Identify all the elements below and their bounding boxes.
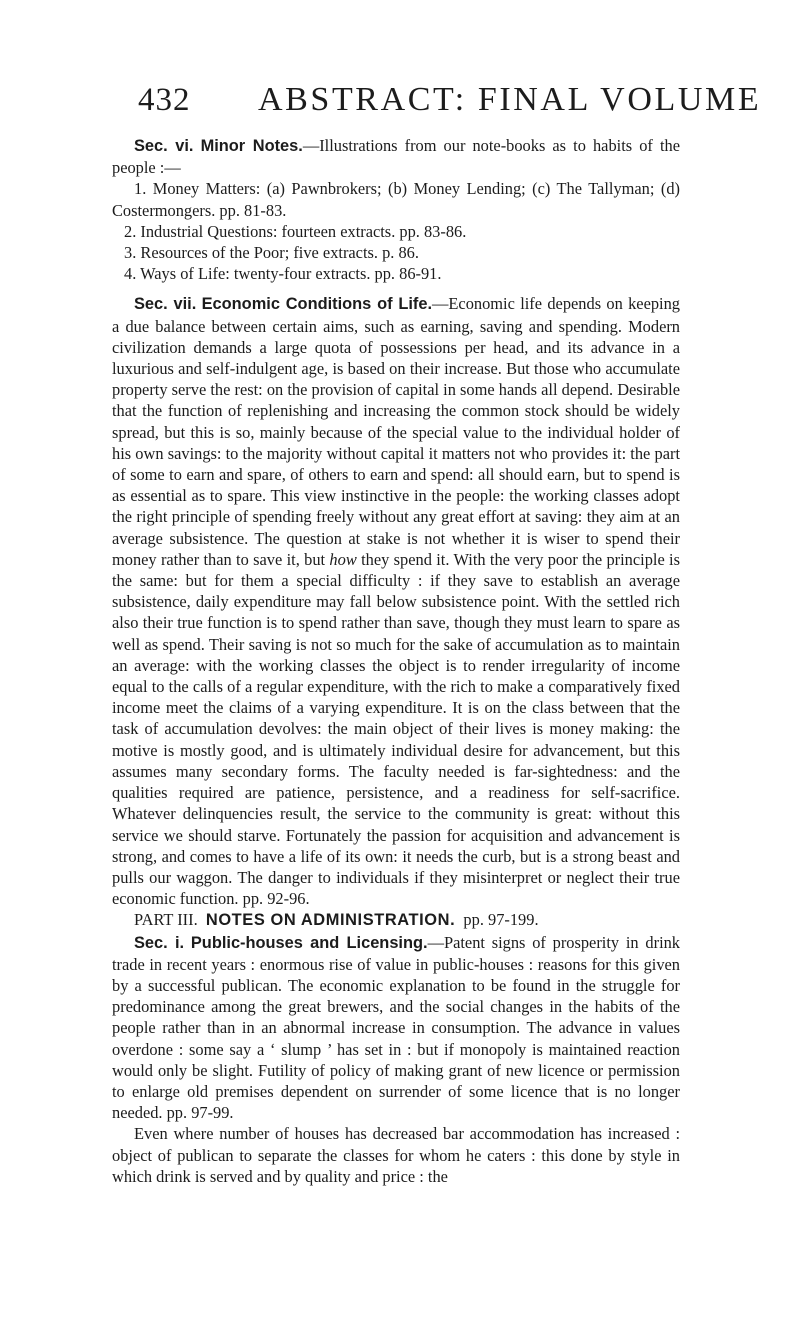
section-vi-label: Sec. vi.	[134, 137, 194, 155]
section-i-paragraph	[112, 932, 680, 1124]
section-i-title: Public-houses and Licensing.	[190, 933, 428, 952]
part-iii-label: PART III.	[134, 910, 198, 930]
section-vii-label: Sec. vii.	[134, 295, 197, 314]
list-item: 1. Money Matters: (a) Pawnbrokers; (b) Money Lending; (c) The Tallyman; (d) Costermongers. pp. 81-83.	[112, 179, 680, 220]
section-vi-intro-text: —Illustrations from our note-books as to habits of the people :—	[112, 136, 680, 178]
section-vi-title: Minor Notes.	[200, 137, 303, 155]
section-vii-text-2: they spend it. With the very poor the principle is the same: but for them a special difficulty : if they save to establish an average subsistence, daily expenditure may fall below subsistence point. With the settled rich also their true function is to spend rather than save, though they must learn to spare as well as spend. Their saving is not so much for the sake of accumulation as to maintain an average: with the working classes the object is to render irregularity of income equal to the calls of a regular expenditure, with the rich to make a comparatively fixed income meet the claims of a varying expenditure. It is on the class between that the task of accumulation devolves: the main object of their lives is money making: the motive is mostly good, and is ultimately individual desire for advancement, but this assumes many secondary forms. The faculty needed is far-sightedness: and the qualities required are patience, persistence, and a readiness for self-sacrifice. Whatever delinquencies result, the service to the community is great: without this service we should starve. Fortunately the passion for acquisition and advancement is strong, and comes to have a life of its own: it needs the curb, but is a strong beast and pulls our waggon. The danger to individuals if they misinterpret or neglect their true economic function. pp. 92-96.	[112, 549, 680, 909]
part-iii-pages: pp. 97-199.	[463, 910, 539, 930]
section-vii-title: Economic Conditions of Life.	[201, 295, 433, 314]
list-item: 3. Resources of the Poor; five extracts. p. 86.	[124, 243, 419, 263]
part-iii-title: NOTES ON ADMINISTRATION.	[205, 911, 456, 930]
part-iii-heading	[112, 909, 680, 931]
section-vi-intro	[112, 135, 680, 178]
section-vi-list	[112, 178, 680, 284]
page-header	[0, 78, 800, 122]
section-i-paragraph-2: Even where number of houses has decreased bar accommodation has increased : object of publican to separate the classes for whom he caters : this done by style in which drink is served and by quality and price : the	[112, 1124, 680, 1186]
list-item: 2. Industrial Questions: fourteen extracts. pp. 83-86.	[124, 221, 467, 241]
running-head: ABSTRACT: FINAL VOLUME	[258, 81, 762, 118]
page-number: 432	[138, 82, 191, 118]
list-item: 4. Ways of Life: twenty-four extracts. pp. 86-91.	[124, 264, 442, 284]
section-vii-paragraph	[112, 293, 680, 909]
section-vii-italic-word: how	[329, 549, 357, 569]
section-i-label: Sec. i.	[134, 933, 185, 952]
section-vii-text-1: —Economic life depends on keeping a due balance between certain aims, such as earning, saving and spending. Modern civilization demands a large quota of possessions per head, and its advance in a luxurious and self-indulgent age, is based on their increase. But those who accumulate property serve the rest: on the provision of capital in some hands all depend. Desirable that the function of replenishing and increasing the common stock should be widely spread, but this is so, mainly because of the special value to the individual holder of his own savings: to the majority without capital it matters not who provides it: the part of some to earn and spare, of others to earn and spend: all should earn, but to spend is as essential as to spare. This view instinctive in the people: the working classes adopt the right principle of spending freely without any great effort at saving: they aim at an average subsistence. The question at stake is not whether it is wiser to spend their money rather than to save it, but	[112, 294, 680, 569]
section-i-text: —Patent signs of prosperity in drink trade in recent years : enormous rise of value in public-houses : reasons for this given by a successful publican. The economic explanation to be found in the struggle for predominance among the great brewers, and the social changes in the habits of the people rather than in an abnormal increase in consumption. The advance in values overdone : some say a ‘ slump ’ has set in : but if monopoly is maintained reaction would only be slight. Futility of policy of making grant of new licence or permission to enlarge old premises dependent on surrender of some licence that is no longer needed. pp. 97-99.	[112, 932, 681, 1123]
page-body	[112, 135, 680, 1187]
